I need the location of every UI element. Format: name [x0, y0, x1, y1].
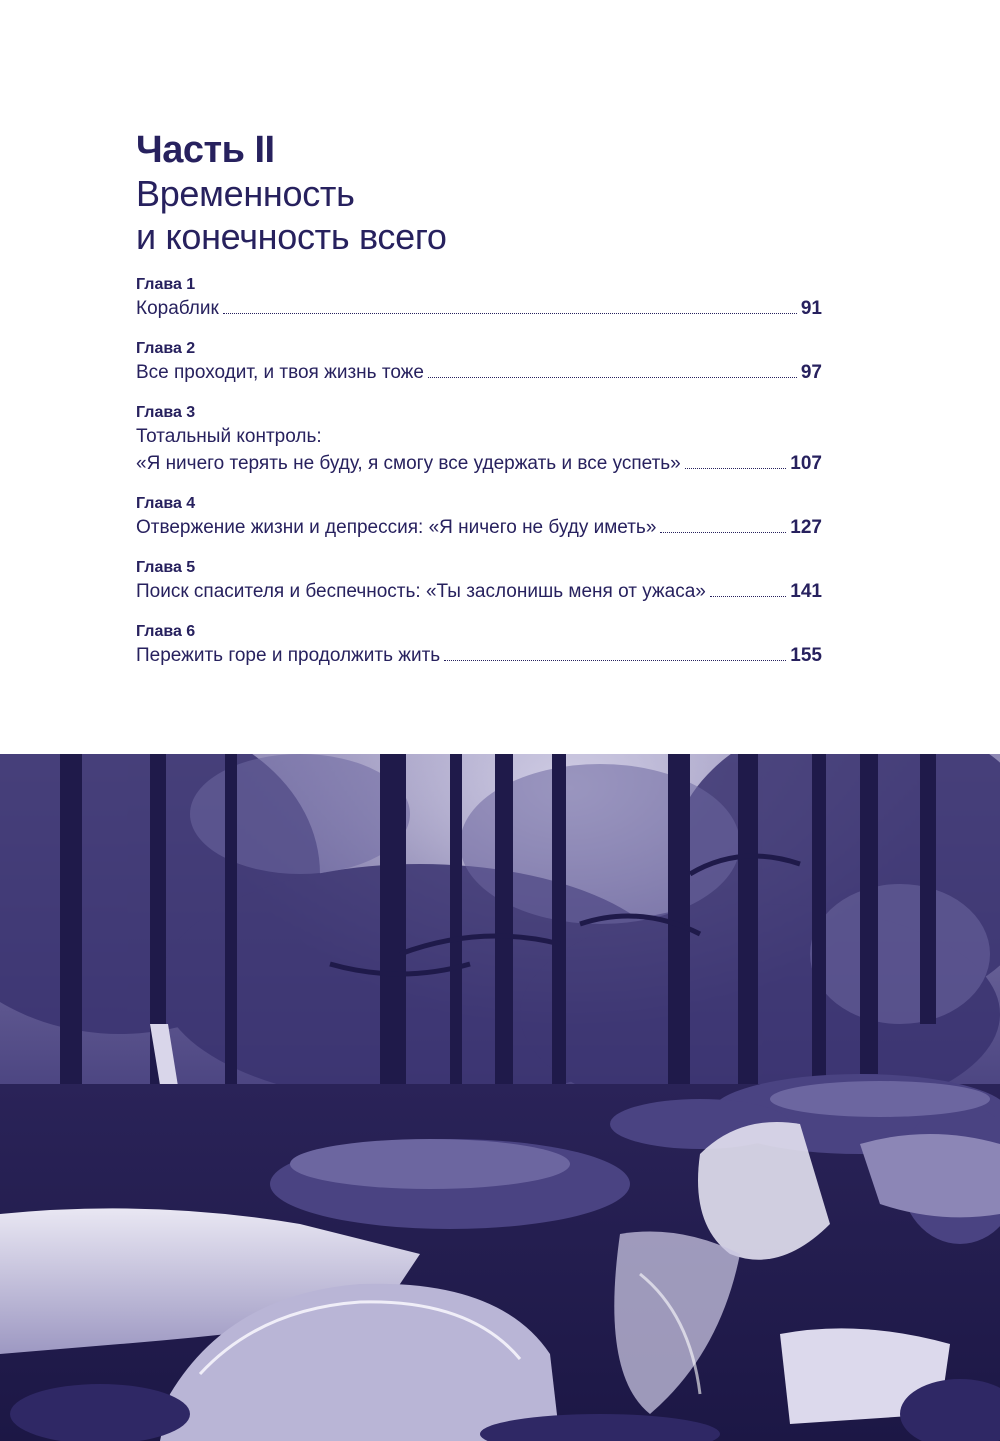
dot-leader: [428, 377, 797, 378]
chapter-entry-4[interactable]: [136, 494, 822, 541]
chapter-title: Отвержение жизни и депрессия: «Я ничего не буду иметь»: [136, 517, 657, 538]
forest-stream-photo: [0, 754, 1000, 1441]
chapter-line: [136, 450, 822, 477]
chapter-entry-2[interactable]: [136, 339, 822, 386]
dot-leader: [223, 313, 797, 314]
chapter-title: Пережить горе и продолжить жить: [136, 645, 441, 666]
chapter-number: Глава 3: [136, 404, 196, 421]
page-number: 91: [800, 298, 822, 319]
page-number: 127: [790, 517, 822, 538]
chapter-number: Глава 2: [136, 340, 196, 357]
dot-leader: [710, 596, 786, 597]
chapter-entry-5[interactable]: [136, 558, 822, 605]
chapter-line: [136, 295, 822, 322]
chapter-number: Глава 4: [136, 495, 196, 512]
page-number: 155: [790, 645, 822, 666]
dot-leader: [444, 660, 786, 661]
page-number: 141: [790, 581, 822, 602]
chapter-line: [136, 359, 822, 386]
page-number: 107: [790, 453, 822, 474]
table-of-contents: [136, 128, 822, 686]
dot-leader: [660, 532, 786, 533]
chapter-number: Глава 1: [136, 276, 196, 293]
chapter-number: Глава 6: [136, 623, 196, 640]
dot-leader: [685, 468, 787, 469]
chapter-number: Глава 5: [136, 559, 196, 576]
part-title-line-1: Временность: [136, 173, 355, 214]
chapter-line: [136, 514, 822, 541]
chapter-entry-6[interactable]: [136, 622, 822, 669]
part-label: Часть II: [136, 129, 275, 171]
chapter-entry-1[interactable]: [136, 275, 822, 322]
chapter-title: Все проходит, и твоя жизнь тоже: [136, 362, 424, 383]
page-number: 97: [800, 362, 822, 383]
chapter-line: [136, 578, 822, 605]
chapter-entry-3[interactable]: [136, 403, 822, 477]
chapter-title: Кораблик: [136, 298, 219, 319]
chapter-title-lead: Тотальный контроль:: [136, 426, 322, 447]
chapter-list: [136, 275, 822, 669]
chapter-line: [136, 642, 822, 669]
chapter-title: «Я ничего терять не буду, я смогу все удержать и все успеть»: [136, 453, 681, 474]
part-title-line-2: и конечность всего: [136, 216, 447, 257]
chapter-title: Поиск спасителя и беспечность: «Ты заслонишь меня от ужаса»: [136, 581, 706, 602]
